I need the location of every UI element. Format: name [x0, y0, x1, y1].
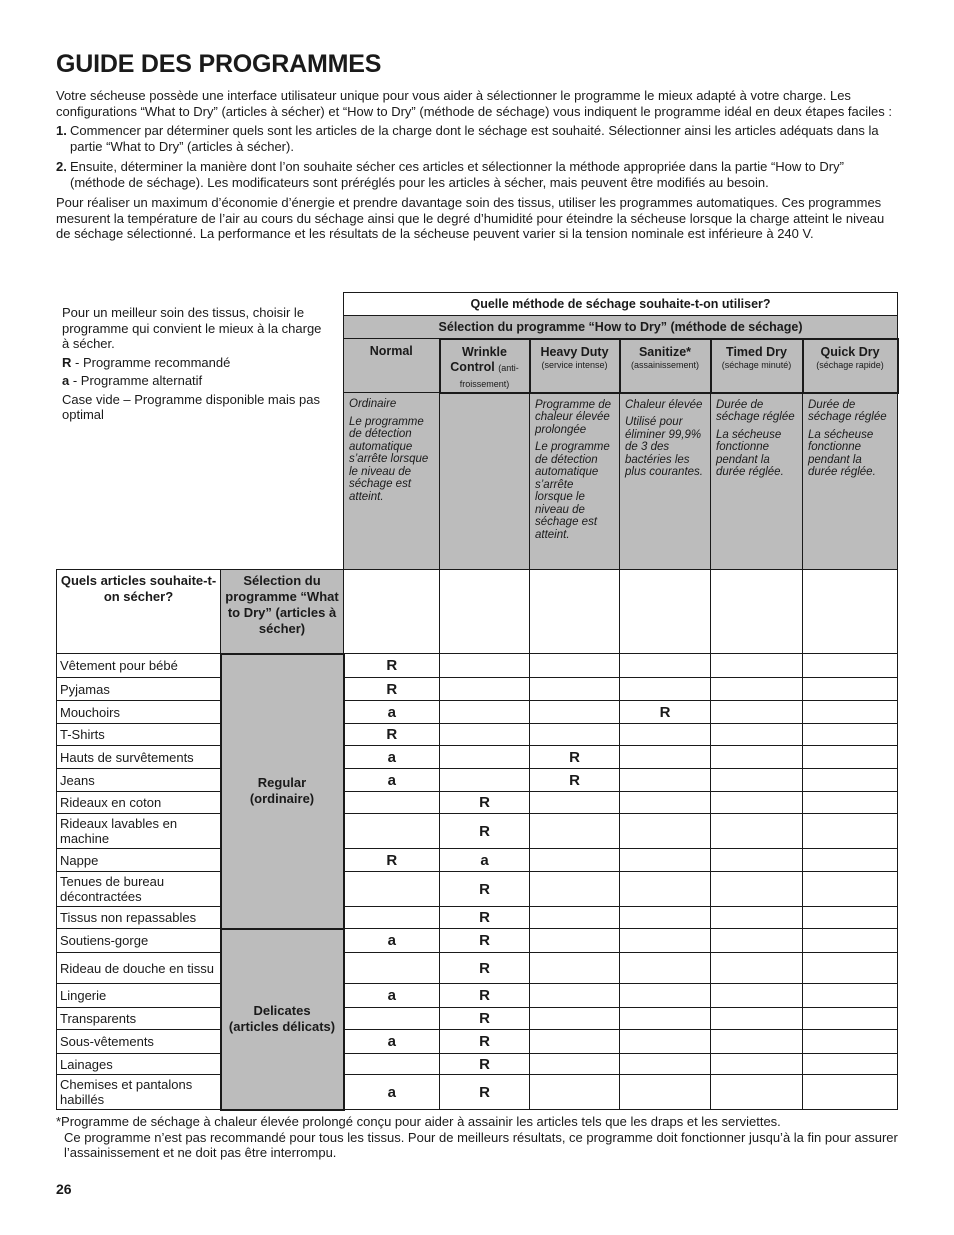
- table-row: [57, 1075, 898, 1110]
- intro-paragraph: Pour réaliser un maximum d’économie d’énergie et prendre davantage soin des tissus, utiliser les programmes automatiques. Ces programmes mesurent la température de l’air au cours du séchage ainsi que le degré d’humidité pour éteindre la sécheuse lorsque la charge atteint le niveau de séchage sélectionné. La performance et les résultats de la sécheuse peuvent varier si la tension nominale est inférieure à 240 V.: [56, 195, 885, 241]
- mark-cell: [620, 654, 711, 678]
- mark-cell: [620, 984, 711, 1008]
- mark-cell: [620, 746, 711, 769]
- step-text: Commencer par déterminer quels sont les articles de la charge dont le séchage est souhaité. Sélectionner ainsi les articles adéquats dans la partie “What to Dry” (articles à sécher).: [70, 123, 879, 154]
- intro-step: [56, 123, 896, 154]
- program-description-2: [530, 393, 620, 570]
- mark-cell: [620, 792, 711, 814]
- mark-cell: [803, 1008, 898, 1030]
- what-to-dry-column-header: Sélection du programme “What to Dry” (articles à sécher): [221, 570, 344, 654]
- program-header-2: [530, 339, 620, 393]
- mark-cell: [344, 872, 440, 907]
- item-label: Rideaux lavables en machine: [57, 814, 221, 849]
- table-row: [57, 746, 898, 769]
- mark-cell: [620, 953, 711, 984]
- mark-cell: [711, 953, 803, 984]
- mark-cell: R: [440, 984, 530, 1008]
- program-description-5: [803, 393, 898, 570]
- item-label: Tissus non repassables: [57, 907, 221, 929]
- description-text: Utilisé pour éliminer 99,9% de 3 des bactéries les plus courantes.: [625, 416, 703, 478]
- intro-section: [56, 88, 896, 246]
- page-number: 26: [56, 1181, 72, 1197]
- mark-cell: [530, 929, 620, 953]
- table-row: [57, 953, 898, 984]
- mark-cell: [803, 872, 898, 907]
- mark-cell: a: [344, 746, 440, 769]
- table-row: [57, 654, 898, 678]
- mark-cell: [711, 1054, 803, 1075]
- program-subtitle: (assainissement): [630, 359, 700, 370]
- program-header-1: [440, 339, 530, 393]
- table-row: [57, 1030, 898, 1054]
- mark-cell: a: [344, 701, 440, 724]
- mark-cell: a: [440, 849, 530, 872]
- description-text: Durée de séchage réglée: [808, 398, 887, 423]
- program-description-4: [711, 393, 803, 570]
- mark-cell: [530, 724, 620, 746]
- category-0: Regular (ordinaire): [221, 654, 344, 929]
- mark-cell: [711, 929, 803, 953]
- table-row: [57, 872, 898, 907]
- mark-cell: [620, 814, 711, 849]
- program-name: Heavy Duty: [540, 344, 609, 359]
- mark-cell: [620, 1030, 711, 1054]
- mark-cell: [803, 678, 898, 701]
- mark-cell: [711, 724, 803, 746]
- page-title: GUIDE DES PROGRAMMES: [56, 50, 382, 78]
- mark-cell: a: [344, 984, 440, 1008]
- mark-cell: [440, 701, 530, 724]
- mark-cell: [440, 654, 530, 678]
- program-name: Normal: [369, 344, 413, 358]
- item-label: Transparents: [57, 1008, 221, 1030]
- mark-cell: R: [440, 953, 530, 984]
- mark-cell: [620, 849, 711, 872]
- program-header-4: [711, 339, 803, 393]
- blank-header-cell: [530, 570, 620, 654]
- mark-cell: [440, 678, 530, 701]
- item-label: Hauts de survêtements: [57, 746, 221, 769]
- description-text: Durée de séchage réglée: [716, 398, 795, 423]
- mark-cell: [530, 1075, 620, 1110]
- intro-step: [56, 159, 896, 190]
- mark-cell: [803, 654, 898, 678]
- mark-cell: [711, 769, 803, 792]
- category-1: Delicates (articles délicats): [221, 929, 344, 1110]
- mark-cell: a: [344, 1030, 440, 1054]
- legend-a-text: - Programme alternatif: [69, 373, 203, 388]
- mark-cell: [711, 984, 803, 1008]
- mark-cell: a: [344, 769, 440, 792]
- blank-header-cell: [620, 570, 711, 654]
- mark-cell: R: [344, 678, 440, 701]
- program-subtitle: (anti-froissement): [459, 362, 519, 389]
- mark-cell: [344, 1054, 440, 1075]
- mark-cell: R: [530, 746, 620, 769]
- legend-a-key: a: [62, 373, 70, 388]
- program-description-0: [344, 393, 440, 570]
- mark-cell: R: [344, 849, 440, 872]
- program-header-0: [344, 339, 440, 393]
- mark-cell: [530, 872, 620, 907]
- mark-cell: [803, 984, 898, 1008]
- mark-cell: R: [440, 814, 530, 849]
- item-label: Sous-vêtements: [57, 1030, 221, 1054]
- mark-cell: [711, 849, 803, 872]
- mark-cell: [803, 769, 898, 792]
- mark-cell: [620, 1008, 711, 1030]
- table-row: [57, 792, 898, 814]
- program-subtitle: (séchage rapide): [816, 359, 884, 370]
- item-label: Lingerie: [57, 984, 221, 1008]
- program-name: Quick Dry: [820, 344, 880, 359]
- table-row: [57, 724, 898, 746]
- item-label: Jeans: [57, 769, 221, 792]
- table-row: [57, 1054, 898, 1075]
- mark-cell: [530, 849, 620, 872]
- mark-cell: [803, 724, 898, 746]
- mark-cell: [530, 984, 620, 1008]
- mark-cell: [711, 746, 803, 769]
- item-label: Pyjamas: [57, 678, 221, 701]
- item-label: Vêtement pour bébé: [57, 654, 221, 678]
- mark-cell: [803, 1054, 898, 1075]
- table-row: [57, 814, 898, 849]
- mark-cell: R: [440, 1030, 530, 1054]
- mark-cell: R: [440, 1075, 530, 1110]
- mark-cell: R: [440, 1054, 530, 1075]
- intro-paragraph: Votre sécheuse possède une interface utilisateur unique pour vous aider à sélectionner le programme le mieux adapté à votre charge. Les configurations “What to Dry” (articles à sécher) et “How to Dry” (méthode de séchage) vous indiquent le programme idéal en deux étapes faciles :: [56, 88, 892, 119]
- item-label: Rideau de douche en tissu: [57, 953, 221, 984]
- items-column-header: Quels articles souhaite-t-on sécher?: [57, 570, 221, 654]
- table-row: [57, 907, 898, 929]
- mark-cell: [530, 792, 620, 814]
- description-text: La sécheuse fonctionne pendant la durée réglée.: [716, 428, 784, 478]
- item-label: Rideaux en coton: [57, 792, 221, 814]
- mark-cell: [530, 814, 620, 849]
- mark-cell: R: [440, 792, 530, 814]
- mark-cell: [803, 814, 898, 849]
- table-row: [57, 984, 898, 1008]
- mark-cell: [711, 701, 803, 724]
- mark-cell: [530, 701, 620, 724]
- mark-cell: [803, 746, 898, 769]
- step-number: 2.: [56, 159, 67, 174]
- program-name: Timed Dry: [726, 344, 787, 359]
- program-subtitle: (service intense): [541, 359, 608, 370]
- table-row: [57, 929, 898, 953]
- mark-cell: R: [440, 907, 530, 929]
- footnote: [56, 1114, 901, 1161]
- mark-cell: [530, 1030, 620, 1054]
- mark-cell: [344, 953, 440, 984]
- program-header-5: [803, 339, 898, 393]
- mark-cell: [711, 814, 803, 849]
- program-header-3: [620, 339, 711, 393]
- mark-cell: [711, 1030, 803, 1054]
- mark-cell: [530, 1008, 620, 1030]
- mark-cell: [711, 1075, 803, 1110]
- mark-cell: [711, 1008, 803, 1030]
- mark-cell: R: [344, 654, 440, 678]
- mark-cell: R: [620, 701, 711, 724]
- program-name: Sanitize*: [638, 344, 692, 359]
- mark-cell: [711, 678, 803, 701]
- mark-cell: a: [344, 1075, 440, 1110]
- description-text: Le programme de détection automatique s’arrête lorsque le niveau de séchage est atteint.: [349, 415, 429, 503]
- item-label: Soutiens-gorge: [57, 929, 221, 953]
- footnote-line: Ce programme n’est pas recommandé pour tous les tissus. Pour de meilleurs résultats, ce programme doit fonctionner jusqu’à la fin pour assurer l’assainissement et ne doit pas être interrompu.: [64, 1129, 898, 1160]
- mark-cell: [620, 724, 711, 746]
- table-row: [57, 1008, 898, 1030]
- program-description-3: [620, 393, 711, 570]
- mark-cell: [440, 724, 530, 746]
- mark-cell: R: [440, 872, 530, 907]
- blank-header-cell: [711, 570, 803, 654]
- mark-cell: R: [440, 929, 530, 953]
- mark-cell: [620, 678, 711, 701]
- mark-cell: [620, 907, 711, 929]
- mark-cell: [344, 907, 440, 929]
- mark-cell: R: [440, 1008, 530, 1030]
- program-guide-table: [56, 292, 899, 1111]
- mark-cell: R: [530, 769, 620, 792]
- description-text: Le programme de détection automatique s’arrête lorsque le niveau de séchage est atteint.: [535, 441, 610, 541]
- how-to-dry-question: Quelle méthode de séchage souhaite-t-on utiliser?: [344, 293, 898, 316]
- mark-cell: [711, 792, 803, 814]
- table-row: [57, 849, 898, 872]
- mark-cell: [803, 701, 898, 724]
- mark-cell: [620, 769, 711, 792]
- blank-header-cell: [344, 570, 440, 654]
- mark-cell: [530, 654, 620, 678]
- program-subtitle: (séchage minuté): [721, 359, 792, 370]
- blank-header-cell: [803, 570, 898, 654]
- item-label: Lainages: [57, 1054, 221, 1075]
- mark-cell: [803, 1075, 898, 1110]
- mark-cell: R: [344, 724, 440, 746]
- mark-cell: [344, 792, 440, 814]
- step-text: Ensuite, déterminer la manière dont l’on souhaite sécher ces articles et sélectionner la méthode appropriée dans la partie “How to Dry” (méthode de séchage). Les modificateurs sont préréglés pour les articles à sécher, mais peuvent être modifiés au besoin.: [70, 159, 844, 190]
- table-row: [57, 769, 898, 792]
- program-description-1: [440, 393, 530, 570]
- legend-intro: Pour un meilleur soin des tissus, choisir le programme qui convient le mieux à la charge à sécher.: [62, 305, 322, 351]
- item-label: Chemises et pantalons habillés: [57, 1075, 221, 1110]
- mark-cell: [803, 953, 898, 984]
- item-label: Nappe: [57, 849, 221, 872]
- mark-cell: [803, 929, 898, 953]
- legend-r-key: R: [62, 354, 72, 370]
- description-text: Chaleur élevée: [625, 398, 703, 411]
- mark-cell: [530, 953, 620, 984]
- how-to-dry-selection: Sélection du programme “How to Dry” (méthode de séchage): [344, 316, 898, 339]
- mark-cell: [344, 1008, 440, 1030]
- step-number: 1.: [56, 123, 67, 138]
- mark-cell: [711, 907, 803, 929]
- table-row: [57, 701, 898, 724]
- description-text: Ordinaire: [349, 398, 397, 410]
- mark-cell: [530, 678, 620, 701]
- mark-cell: [711, 872, 803, 907]
- description-text: Programme de chaleur élevée prolongée: [535, 398, 612, 436]
- mark-cell: [803, 849, 898, 872]
- mark-cell: [620, 1075, 711, 1110]
- legend-empty: Case vide – Programme disponible mais pas optimal: [62, 391, 320, 422]
- item-label: Mouchoirs: [57, 701, 221, 724]
- mark-cell: [530, 907, 620, 929]
- mark-cell: [803, 907, 898, 929]
- program-name: Wrinkle Control: [450, 344, 507, 374]
- mark-cell: [620, 1054, 711, 1075]
- mark-cell: [530, 1054, 620, 1075]
- mark-cell: [803, 1030, 898, 1054]
- item-label: Tenues de bureau décontractées: [57, 872, 221, 907]
- item-label: T-Shirts: [57, 724, 221, 746]
- mark-cell: [803, 792, 898, 814]
- mark-cell: [711, 654, 803, 678]
- mark-cell: [620, 929, 711, 953]
- footnote-line: *Programme de séchage à chaleur élevée prolongé conçu pour aider à assainir les articles tels que les draps et les serviettes.: [56, 1114, 781, 1129]
- mark-cell: [620, 872, 711, 907]
- legend-r-text: - Programme recommandé: [71, 354, 231, 370]
- description-text: La sécheuse fonctionne pendant la durée réglée.: [808, 428, 876, 478]
- table-row: [57, 678, 898, 701]
- mark-cell: [440, 746, 530, 769]
- mark-cell: [440, 769, 530, 792]
- mark-cell: a: [344, 929, 440, 953]
- blank-header-cell: [440, 570, 530, 654]
- mark-cell: [344, 814, 440, 849]
